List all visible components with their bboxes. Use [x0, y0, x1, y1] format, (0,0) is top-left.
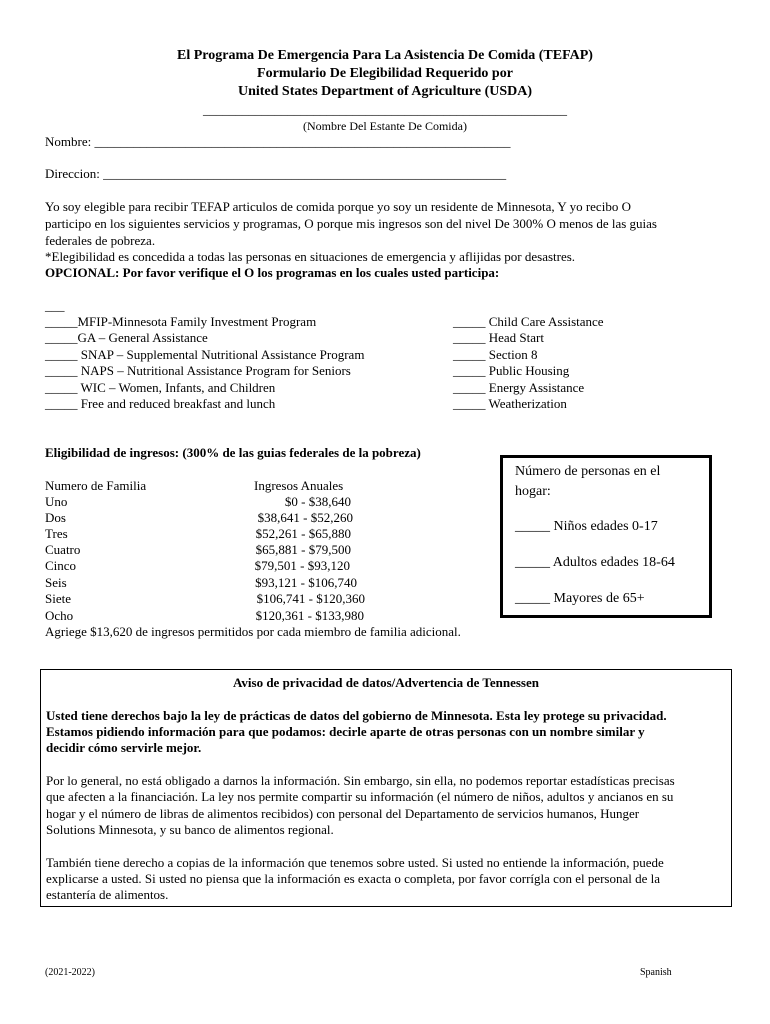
form-title-line1: El Programa De Emergencia Para La Asistencia De Comida (TEFAP): [177, 48, 593, 63]
family-size: Dos: [45, 510, 66, 525]
form-title-line2: Formulario De Elegibilidad Requerido por: [257, 66, 513, 81]
income-range: $120,361 - $133,980: [255, 608, 364, 623]
program-mfip[interactable]: _____MFIP-Minnesota Family Investment Program: [45, 314, 317, 329]
income-range: $79,501 - $93,120: [254, 558, 350, 573]
household-label-1: Número de personas en el: [515, 464, 661, 479]
family-size: Siete: [45, 591, 71, 606]
eligibility-note: *Elegibilidad es concedida a todas las personas en situaciones de emergencia y aflijidas por desastres.: [45, 249, 576, 264]
shelf-name-line[interactable]: ________________________________________________________: [203, 102, 567, 117]
income-range: $106,741 - $120,360: [256, 591, 365, 606]
income-range: $0 - $38,640: [284, 494, 351, 509]
income-footer-note: Agriege $13,620 de ingresos permitidos por cada miembro de familia adicional.: [45, 624, 461, 639]
income-range: $38,641 - $52,260: [257, 510, 353, 525]
eligibility-text-3: federales de pobreza.: [45, 233, 156, 248]
footer-language: Spanish: [640, 967, 672, 978]
privacy-p2-line2: explicarse a usted. Si usted no piensa que la información es exacta o completa, por favor corrígla con el personal de la: [46, 871, 661, 886]
footer-year: (2021-2022): [45, 967, 95, 978]
children-count-field[interactable]: _____ Niños edades 0-17: [515, 519, 658, 534]
family-size: Cuatro: [45, 542, 81, 557]
col-family-header: Numero de Familia: [45, 478, 147, 493]
privacy-rights-3: decidir cómo servirle mejor.: [46, 740, 202, 755]
family-size: Tres: [45, 526, 68, 541]
household-box: [500, 455, 712, 618]
blank-line[interactable]: ___: [45, 298, 65, 313]
eligibility-text-2: participo en los siguientes servicios y programas, O porque mis ingresos son del nivel De 300% O menos de las guias: [45, 216, 657, 231]
family-size: Seis: [45, 575, 67, 590]
privacy-p1-line2: que afecten a la financiación. La ley nos permite compartir su información (el número de niños, adultos y ancianos en su: [46, 789, 674, 804]
program-weatherization[interactable]: _____ Weatherization: [453, 396, 567, 411]
program-public-housing[interactable]: _____ Public Housing: [453, 363, 570, 378]
privacy-p1-line1: Por lo general, no está obligado a darnos la información. Sin embargo, sin ella, no podemos reportar estadísticas precisas: [46, 773, 675, 788]
program-wic[interactable]: _____ WIC – Women, Infants, and Children: [45, 380, 276, 395]
program-snap[interactable]: _____ SNAP – Supplemental Nutritional Assistance Program: [45, 347, 365, 362]
privacy-p2-line3: estantería de alimentos.: [46, 887, 169, 902]
family-size: Ocho: [45, 608, 74, 623]
privacy-rights-1: Usted tiene derechos bajo la ley de prácticas de datos del gobierno de Minnesota. Esta ley protege su privacidad.: [46, 708, 667, 723]
privacy-notice-box: [40, 669, 732, 907]
program-head-start[interactable]: _____ Head Start: [453, 330, 544, 345]
form-title-line3: United States Department of Agriculture (USDA): [237, 84, 533, 99]
household-label-2: hogar:: [515, 484, 551, 499]
privacy-p1-line3: hogar y el número de libras de alimentos recibidos) con personal del Departamento de servicios humanos, Hunger: [46, 806, 640, 821]
program-energy-assistance[interactable]: _____ Energy Assistance: [453, 380, 585, 395]
program-ga[interactable]: _____GA – General Assistance: [45, 330, 208, 345]
income-heading: Eligibilidad de ingresos: (300% de las guias federales de la pobreza): [45, 445, 421, 460]
privacy-rights-2: Estamos pidiendo información para que podamos: decirle aparte de otras personas con un nombre similar y: [46, 724, 645, 739]
family-size: Cinco: [45, 558, 77, 573]
income-range: $93,121 - $106,740: [255, 575, 357, 590]
shelf-name-caption: (Nombre Del Estante De Comida): [303, 119, 467, 133]
privacy-p1-line4: Solutions Minnesota, y su banco de alimentos regional.: [46, 822, 334, 837]
program-free-lunch[interactable]: _____ Free and reduced breakfast and lunch: [45, 396, 276, 411]
program-naps[interactable]: _____ NAPS – Nutritional Assistance Program for Seniors: [45, 363, 351, 378]
income-range: $52,261 - $65,880: [255, 526, 351, 541]
eligibility-text-1: Yo soy elegible para recibir TEFAP articulos de comida porque yo soy un residente de Minnesota, Y yo recibo O: [45, 199, 631, 214]
col-income-header: Ingresos Anuales: [254, 478, 344, 493]
family-size: Uno: [45, 494, 68, 509]
optional-instructions: OPCIONAL: Por favor verifique el O los programas en los cuales usted participa:: [45, 265, 500, 280]
privacy-p2-line1: También tiene derecho a copias de la información que tenemos sobre usted. Si usted no entiende la información, puede: [46, 855, 664, 870]
privacy-title: Aviso de privacidad de datos/Advertencia de Tennessen: [232, 675, 539, 690]
seniors-count-field[interactable]: _____ Mayores de 65+: [515, 591, 645, 606]
name-field[interactable]: Nombre: ________________________________________________________________: [45, 134, 511, 149]
address-field[interactable]: Direccion: ______________________________________________________________: [45, 166, 507, 181]
adults-count-field[interactable]: _____ Adultos edades 18-64: [515, 555, 675, 570]
income-range: $65,881 - $79,500: [255, 542, 351, 557]
program-child-care[interactable]: _____ Child Care Assistance: [453, 314, 604, 329]
program-section-8[interactable]: _____ Section 8: [453, 347, 538, 362]
